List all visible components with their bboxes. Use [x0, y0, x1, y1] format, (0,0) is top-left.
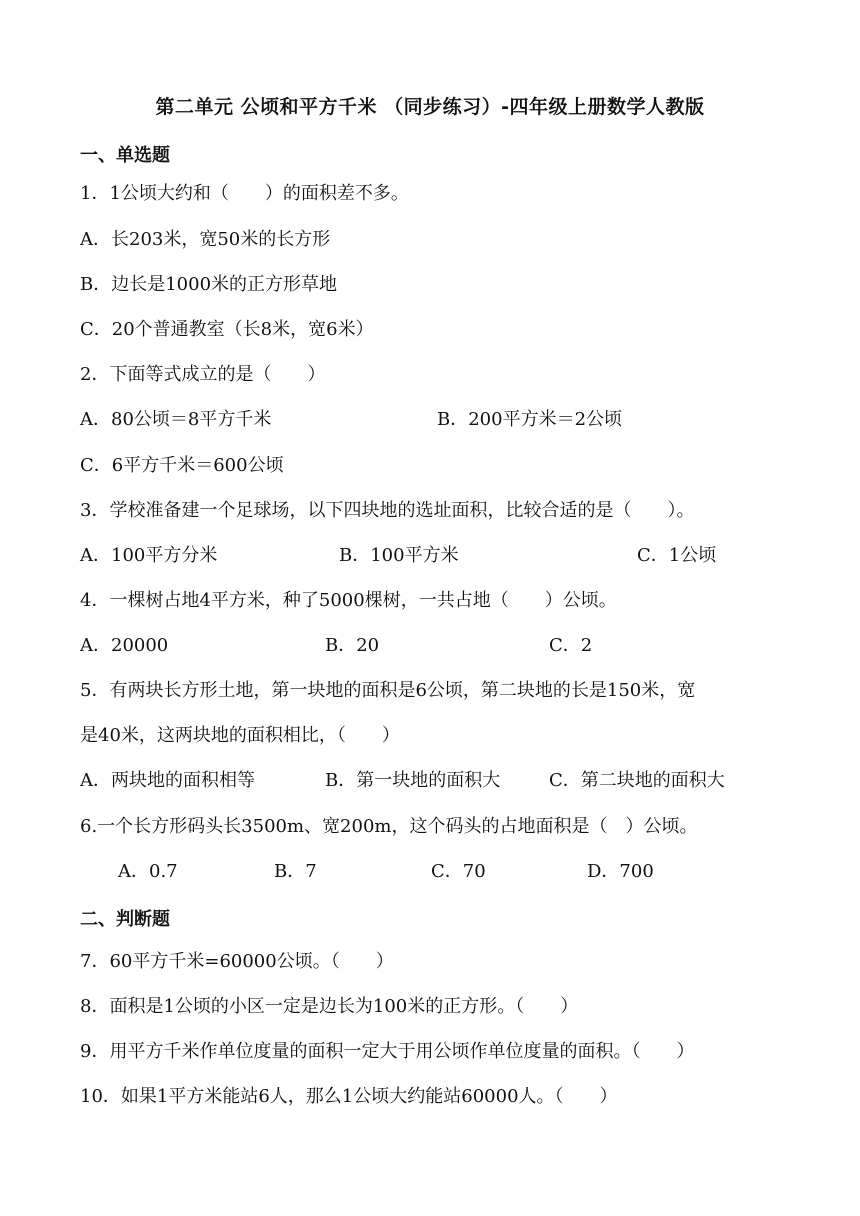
question-3-option-b: B．100平方米: [339, 545, 459, 566]
page-title: 第二单元 公顷和平方千米 （同步练习）-四年级上册数学人教版: [155, 96, 705, 118]
question-1-option-b: B．边长是1000米的正方形草地: [80, 274, 338, 295]
question-4-option-b: B．20: [325, 635, 380, 656]
question-4-option-c: C．2: [549, 635, 593, 656]
question-9: 9．用平方千米作单位度量的面积一定大于用公顷作单位度量的面积。（ ）: [80, 1041, 695, 1062]
question-3-stem: 3．学校准备建一个足球场，以下四块地的选址面积，比较合适的是（ ）。: [80, 500, 695, 521]
question-2-stem: 2．下面等式成立的是（ ）: [80, 364, 326, 385]
question-3-option-a: A．100平方分米: [80, 545, 218, 566]
question-10: 10．如果1平方米能站6人，那么1公顷大约能站60000人。（ ）: [80, 1086, 618, 1107]
question-6-option-a: A．0.7: [118, 861, 178, 882]
question-5-stem-line-2: 是40米，这两块地的面积相比，（ ）: [80, 725, 400, 746]
question-6-option-c: C．70: [431, 861, 486, 882]
question-2-option-b: B．200平方米＝2公顷: [437, 409, 623, 430]
question-5-option-a: A．两块地的面积相等: [80, 770, 255, 791]
question-6-stem: 6.一个长方形码头长3500m、宽200m，这个码头的占地面积是（ ）公顷。: [80, 816, 698, 837]
question-5-option-b: B．第一块地的面积大: [325, 770, 501, 791]
question-5-stem-line-1: 5．有两块长方形土地，第一块地的面积是6公顷，第二块地的长是150米，宽: [80, 680, 696, 701]
section-heading-single-choice: 一、单选题: [80, 145, 170, 166]
section-heading-true-false: 二、判断题: [80, 909, 170, 930]
question-5-option-c: C．第二块地的面积大: [549, 770, 725, 791]
question-2-option-a: A．80公顷＝8平方千米: [80, 409, 272, 430]
question-8: 8．面积是1公顷的小区一定是边长为100米的正方形。（ ）: [80, 996, 579, 1017]
question-6-option-d: D．700: [587, 861, 654, 882]
question-4-option-a: A．20000: [80, 635, 169, 656]
question-1-option-a: A．长203米，宽50米的长方形: [80, 229, 331, 250]
question-1-option-c: C．20个普通教室（长8米，宽6米）: [80, 319, 374, 340]
question-3-option-c: C．1公顷: [637, 545, 717, 566]
question-7: 7．60平方千米=60000公顷。（ ）: [80, 951, 394, 972]
question-1-stem: 1．1公顷大约和（ ）的面积差不多。: [80, 183, 409, 204]
question-2-option-c: C．6平方千米＝600公顷: [80, 455, 284, 476]
question-4-stem: 4．一棵树占地4平方米，种了5000棵树，一共占地（ ）公顷。: [80, 590, 617, 611]
question-6-option-b: B．7: [274, 861, 317, 882]
